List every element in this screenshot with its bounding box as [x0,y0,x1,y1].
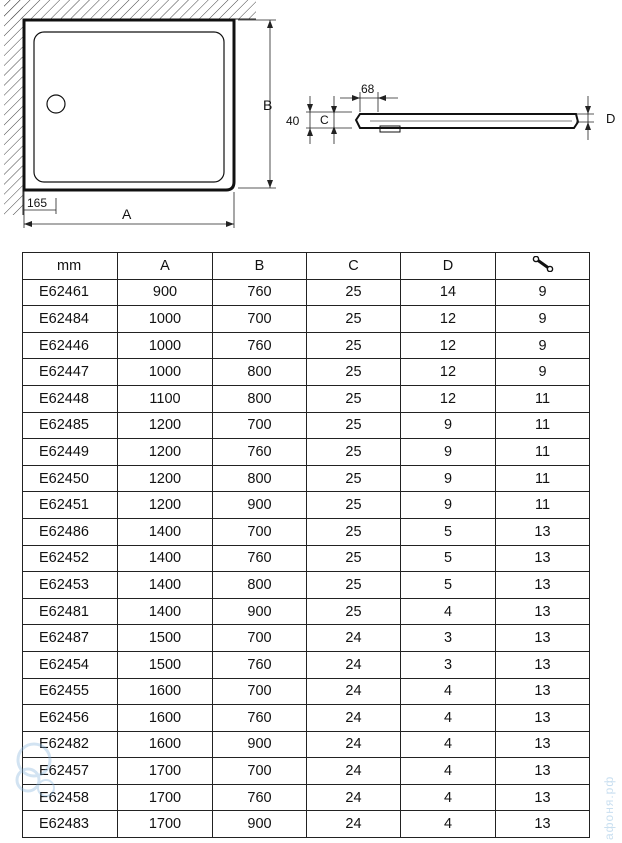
table-row [23,731,590,758]
table-cell: 25 [307,412,401,439]
table-cell: 13 [496,678,590,705]
table-cell: E62485 [23,412,118,439]
table-cell: 11 [496,492,590,519]
table-row [23,598,590,625]
table-cell: E62448 [23,385,118,412]
table-cell: 13 [496,731,590,758]
table-cell: 1600 [118,678,213,705]
table-row [23,518,590,545]
table-cell: E62456 [23,705,118,732]
table-cell: 1200 [118,465,213,492]
table-cell: E62450 [23,465,118,492]
table-cell: 11 [496,439,590,466]
table-cell: 12 [401,306,496,333]
table-cell: 4 [401,784,496,811]
table-cell: 760 [213,332,307,359]
table-row [23,492,590,519]
table-cell: 24 [307,784,401,811]
table-cell: 24 [307,651,401,678]
dim-d-label: D [606,111,616,126]
table-row [23,306,590,333]
table-cell: 13 [496,518,590,545]
table-cell: 25 [307,385,401,412]
table-body [23,279,590,837]
dimensions-table [22,252,590,838]
table-cell: 1200 [118,492,213,519]
table-cell: 1600 [118,705,213,732]
table-cell: 4 [401,598,496,625]
table-cell: 13 [496,758,590,785]
table-row [23,465,590,492]
table-cell: E62451 [23,492,118,519]
table-cell: 13 [496,784,590,811]
table-cell: 11 [496,412,590,439]
table-cell: 25 [307,492,401,519]
table-cell: 24 [307,731,401,758]
dim-a-label: A [122,206,132,222]
table-cell: 4 [401,705,496,732]
table-cell: 4 [401,678,496,705]
table-cell: 4 [401,811,496,838]
header-mm: mm [23,253,118,280]
table-cell: E62452 [23,545,118,572]
table-row [23,572,590,599]
table-cell: 900 [213,598,307,625]
table-cell: 1500 [118,625,213,652]
table-cell: 760 [213,439,307,466]
table-cell: 24 [307,758,401,785]
table-cell: 700 [213,678,307,705]
table-cell: 12 [401,359,496,386]
table-cell: E62446 [23,332,118,359]
table-cell: 1000 [118,332,213,359]
table-cell: 25 [307,359,401,386]
table-cell: E62461 [23,279,118,306]
table-cell: 13 [496,625,590,652]
table-cell: 3 [401,651,496,678]
table-cell: 760 [213,545,307,572]
table-cell: 24 [307,811,401,838]
table-cell: 4 [401,731,496,758]
table-cell: 9 [496,306,590,333]
table-cell: 700 [213,625,307,652]
table-cell: 760 [213,705,307,732]
table-row [23,758,590,785]
table-cell: 13 [496,705,590,732]
table-cell: 13 [496,811,590,838]
table-cell: 9 [496,332,590,359]
table-cell: 800 [213,385,307,412]
table-row [23,811,590,838]
table-cell: 5 [401,572,496,599]
table-cell: 900 [213,731,307,758]
table-row [23,545,590,572]
table-row [23,359,590,386]
table-cell: 11 [496,385,590,412]
table-cell: 9 [401,492,496,519]
tray-top-view [24,20,234,190]
table-cell: E62454 [23,651,118,678]
table-cell: E62447 [23,359,118,386]
table-cell: 800 [213,359,307,386]
tray-section-view [356,114,578,132]
table-cell: 900 [213,811,307,838]
dimension-d [576,96,615,140]
table-cell: E62483 [23,811,118,838]
table-row [23,651,590,678]
table-cell: 25 [307,518,401,545]
table-cell: 13 [496,598,590,625]
table-cell: 14 [401,279,496,306]
header-a: A [118,253,213,280]
table-cell: 1200 [118,439,213,466]
table-cell: 1000 [118,359,213,386]
dim-40-label: 40 [286,114,300,128]
table-cell: 5 [401,518,496,545]
table-cell: 1200 [118,412,213,439]
table-cell: 25 [307,332,401,359]
dim-b-label: B [263,97,273,113]
watermark-text: афоня.рф [602,775,616,840]
table-cell: 12 [401,332,496,359]
table-row [23,705,590,732]
table-cell: 25 [307,572,401,599]
table-cell: 9 [401,439,496,466]
table-row [23,412,590,439]
table-cell: E62458 [23,784,118,811]
table-row [23,678,590,705]
table-cell: 25 [307,598,401,625]
dim-165-label: 165 [27,196,48,210]
table-cell: E62453 [23,572,118,599]
dimension-height [286,96,352,144]
table-cell: 11 [496,465,590,492]
table-cell: 9 [496,279,590,306]
table-cell: E62482 [23,731,118,758]
table-cell: 1400 [118,545,213,572]
header-c: C [307,253,401,280]
table-cell: 700 [213,412,307,439]
table-cell: 5 [401,545,496,572]
table-cell: E62487 [23,625,118,652]
table-row [23,784,590,811]
table-cell: 700 [213,758,307,785]
table-cell: 13 [496,545,590,572]
table-cell: E62486 [23,518,118,545]
table-cell: 760 [213,784,307,811]
table-cell: 1700 [118,811,213,838]
table-cell: 800 [213,572,307,599]
table-cell: 1000 [118,306,213,333]
table-row [23,279,590,306]
table-cell: E62457 [23,758,118,785]
table-cell: 1600 [118,731,213,758]
dimension-rim [340,82,398,112]
table-cell: 1700 [118,758,213,785]
table-cell: 1700 [118,784,213,811]
table-cell: E62449 [23,439,118,466]
table-row [23,332,590,359]
table-cell: 1500 [118,651,213,678]
table-cell: 1100 [118,385,213,412]
header-wrench [496,253,590,280]
table-cell: 12 [401,385,496,412]
dimension-b [238,20,276,188]
table-cell: 800 [213,465,307,492]
table-cell: E62481 [23,598,118,625]
header-d: D [401,253,496,280]
table-cell: 25 [307,439,401,466]
table-cell: 24 [307,678,401,705]
technical-drawing [0,0,622,240]
table-cell: 9 [401,465,496,492]
table-cell: 3 [401,625,496,652]
table-cell: 25 [307,545,401,572]
table-header-row [23,253,590,280]
table-cell: 1400 [118,572,213,599]
table-cell: 13 [496,651,590,678]
table-cell: 25 [307,465,401,492]
table-cell: 24 [307,625,401,652]
table-cell: 25 [307,279,401,306]
watermark-logo [6,728,66,808]
table-cell: 700 [213,306,307,333]
table-cell: E62484 [23,306,118,333]
dim-c-label: C [320,113,329,127]
table-cell: 25 [307,306,401,333]
dim-68-label: 68 [361,82,375,96]
header-b: B [213,253,307,280]
table-cell: 9 [496,359,590,386]
table-cell: 760 [213,279,307,306]
table-cell: 4 [401,758,496,785]
table-row [23,625,590,652]
table-cell: E62455 [23,678,118,705]
table-cell: 700 [213,518,307,545]
table-row [23,439,590,466]
table-row [23,385,590,412]
table-cell: 1400 [118,518,213,545]
table-cell: 9 [401,412,496,439]
table-cell: 760 [213,651,307,678]
table-cell: 13 [496,572,590,599]
table-cell: 1400 [118,598,213,625]
table-cell: 24 [307,705,401,732]
table-cell: 900 [213,492,307,519]
wrench-icon [532,256,554,272]
table-cell: 900 [118,279,213,306]
